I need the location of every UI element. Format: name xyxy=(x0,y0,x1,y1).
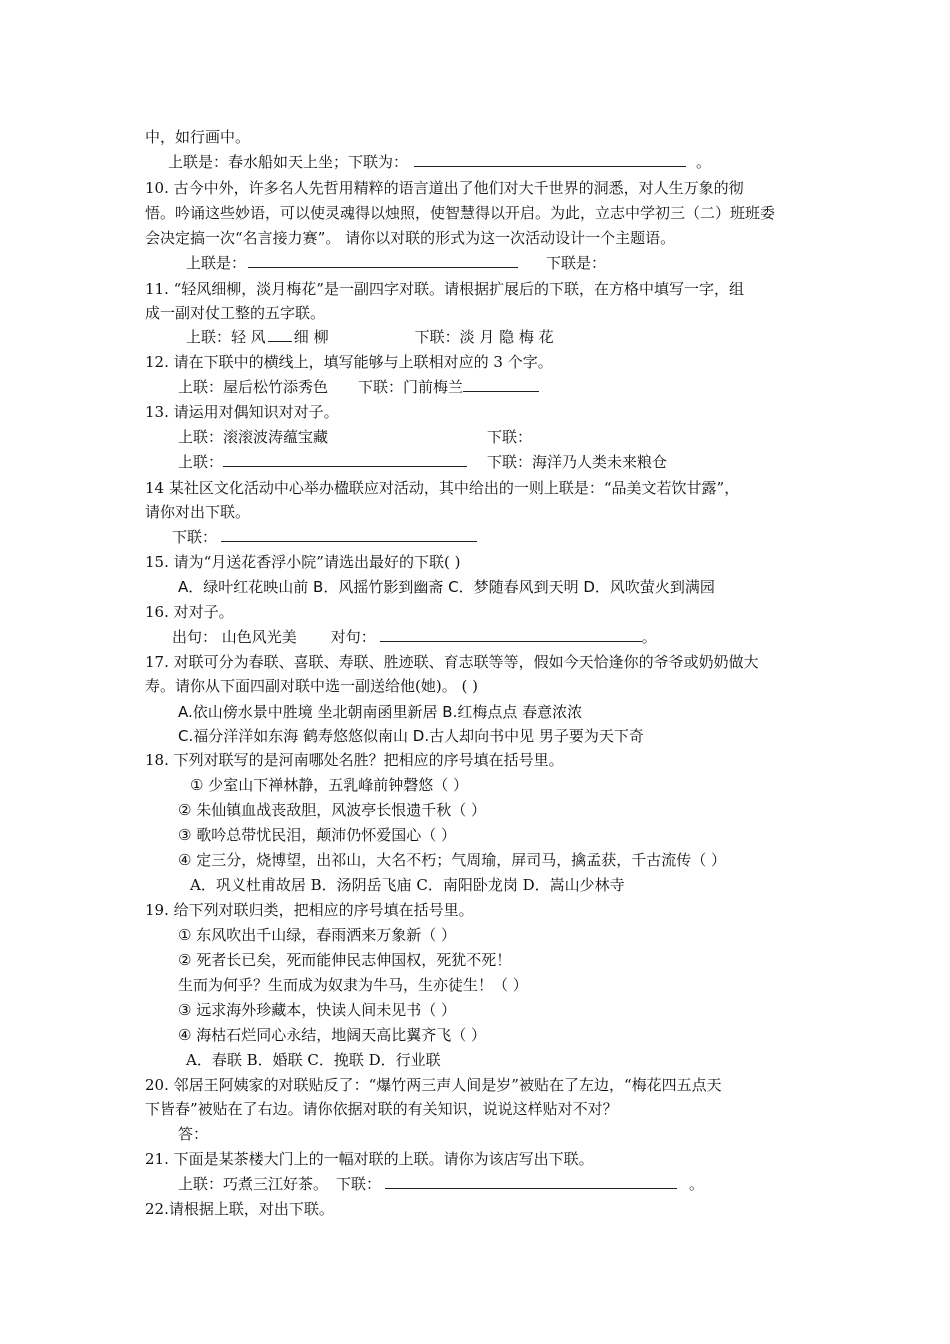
question-13: 13. 请运用对偶知识对对子。 xyxy=(145,403,339,421)
text-line: 成一副对仗工整的五字联。 xyxy=(145,304,326,322)
label: 上联是： xyxy=(168,153,229,171)
text-line: 中，如行画中。 xyxy=(145,128,251,146)
upper-part: 轻 风 xyxy=(231,328,266,346)
label: 对句： xyxy=(330,628,376,646)
q17-options-ab: A.依山傍水景中胜境 坐北朝南函里新居 B.红梅点点 春意浓浓 xyxy=(178,703,583,721)
question-22: 22.请根据上联，对出下联。 xyxy=(145,1200,334,1218)
lower-couplet: 下联：门前梅兰 xyxy=(358,378,464,396)
q20-answer-label: 答： xyxy=(178,1125,209,1143)
q14-answer xyxy=(172,527,477,547)
question-16: 16. 对对子。 xyxy=(145,603,234,621)
punct: 。 xyxy=(696,153,712,171)
text-line: 会决定搞一次“名言接力赛”。 请你以对联的形式为这一次活动设计一个主题语。 xyxy=(145,229,676,247)
q11-couplet xyxy=(186,327,554,347)
q19-item-3: ③ 远求海外珍藏本，快读人间未见书（ ） xyxy=(178,1001,456,1019)
answer-blank[interactable] xyxy=(385,1174,677,1189)
given-line: 出句： 山色风光美 xyxy=(172,628,297,646)
answer-blank[interactable] xyxy=(463,377,539,392)
q13-second xyxy=(178,452,467,472)
q10-answer xyxy=(186,253,606,273)
answer-box[interactable] xyxy=(268,327,292,342)
text-line: 寿。请你从下面四副对联中选一副送给他(她)。 ( ) xyxy=(145,677,478,695)
q16-couplet xyxy=(172,627,657,647)
question-21: 21. 下面是某茶楼大门上的一幅对联的上联。请你为该店写出下联。 xyxy=(145,1150,594,1168)
question-18: 18. 下列对联写的是河南哪处名胜？把相应的序号填在括号里。 xyxy=(145,751,564,769)
q19-options: A．春联 B．婚联 C．挽联 D．行业联 xyxy=(186,1051,441,1069)
q19-item-1: ① 东风吹出千山绿，春雨洒来万象新（ ） xyxy=(178,926,456,944)
question-10: 10. 古今中外，许多名人先哲用精粹的语言道出了他们对大千世界的洞悉，对人生万象的彻 xyxy=(145,179,744,197)
q19-item-4: ④ 海枯石烂同心永结，地阔天高比翼齐飞（ ） xyxy=(178,1026,486,1044)
question-11: 11. “轻风细柳，淡月梅花”是一副四字对联。请根据扩展后的下联，在方格中填写一字，组 xyxy=(145,280,744,298)
text-line: 悟。吟诵这些妙语，可以使灵魂得以烛照，使智慧得以开启。为此，立志中学初三（二）班班委 xyxy=(145,204,776,222)
punct: 。 xyxy=(689,1175,705,1193)
q18-item-2: ② 朱仙镇血战丧敌胆，风波亭长恨遗千秋（ ） xyxy=(178,801,486,819)
q13-upper-given: 上联：滚滚波涛蕴宝藏 xyxy=(178,428,329,446)
q19-item-2b: 生而为何乎？生而成为奴隶为牛马，生亦徒生！（ ） xyxy=(178,976,528,994)
q19-item-2a: ② 死者长已矣，死而能伸民志伸国权，死犹不死！ xyxy=(178,951,512,969)
answer-blank[interactable] xyxy=(380,627,642,642)
q21-couplet xyxy=(178,1174,704,1194)
label: 下联： xyxy=(336,1175,382,1193)
text-line: 请你对出下联。 xyxy=(145,503,251,521)
q17-options-cd: C.福分洋洋如东海 鹤寿悠悠似南山 D.古人却向书中见 男子要为天下奇 xyxy=(178,727,644,745)
upper-couplet: 上联：巧煮三江好茶。 xyxy=(178,1175,329,1193)
upper-couplet: 上联：屋后松竹添秀色 xyxy=(178,378,329,396)
question-20: 20. 邻居王阿姨家的对联贴反了：“爆竹两三声人间是岁”被贴在了左边，“梅花四五点天 xyxy=(145,1076,722,1094)
question-15: 15. 请为“月送花香浮小院”请选出最好的下联( ) xyxy=(145,553,461,571)
label: 上联是： xyxy=(186,254,247,272)
q15-options: A．绿叶红花映山前 B．风摇竹影到幽斋 C．梦随春风到天明 D．风吹萤火到满园 xyxy=(178,578,715,596)
label: 下联是： xyxy=(546,254,607,272)
question-17: 17. 对联可分为春联、喜联、寿联、胜迹联、育志联等等，假如今天恰逢你的爷爷或奶奶做大 xyxy=(145,653,759,671)
question-12: 12. 请在下联中的横线上，填写能够与上联相对应的 3 个字。 xyxy=(145,353,553,371)
q9-couplet xyxy=(168,152,711,172)
label: 上联： xyxy=(186,328,232,346)
label: 上联： xyxy=(178,453,224,471)
q18-item-3: ③ 歌吟总带忧民泪，颠沛仍怀爱国心（ ） xyxy=(178,826,456,844)
punct: 。 xyxy=(641,628,657,646)
q18-item-4: ④ 定三分，烧博望，出祁山，大名不朽；气周瑜，屏司马，擒孟获，千古流传（ ） xyxy=(178,851,726,869)
upper-couplet: 春水船如天上坐 xyxy=(228,153,334,171)
answer-blank[interactable] xyxy=(414,152,686,167)
question-19: 19. 给下列对联归类，把相应的序号填在括号里。 xyxy=(145,901,474,919)
answer-blank[interactable] xyxy=(221,527,477,542)
q13-lower-label: 下联： xyxy=(487,428,533,446)
label: ；下联为： xyxy=(333,153,409,171)
question-14: 14 某社区文化活动中心举办楹联应对活动，其中给出的一则上联是：“品美文若饮甘露”， xyxy=(145,479,740,497)
q18-item-1: ① 少室山下禅林静，五乳峰前钟磬悠（ ） xyxy=(190,776,468,794)
upper-part: 细 柳 xyxy=(293,328,329,346)
label: 下联： xyxy=(172,528,218,546)
answer-blank[interactable] xyxy=(248,253,518,268)
lower-couplet: 下联：淡 月 隐 梅 花 xyxy=(414,328,554,346)
text-line: 下皆春”被贴在了右边。请你依据对联的有关知识，说说这样贴对不对？ xyxy=(145,1100,618,1118)
q18-options: A．巩义杜甫故居 B．汤阴岳飞庙 C．南阳卧龙岗 D．嵩山少林寺 xyxy=(190,876,625,894)
q13-lower-given: 下联：海洋乃人类未来粮仓 xyxy=(487,453,668,471)
q12-couplet xyxy=(178,377,539,397)
answer-blank[interactable] xyxy=(223,452,467,467)
